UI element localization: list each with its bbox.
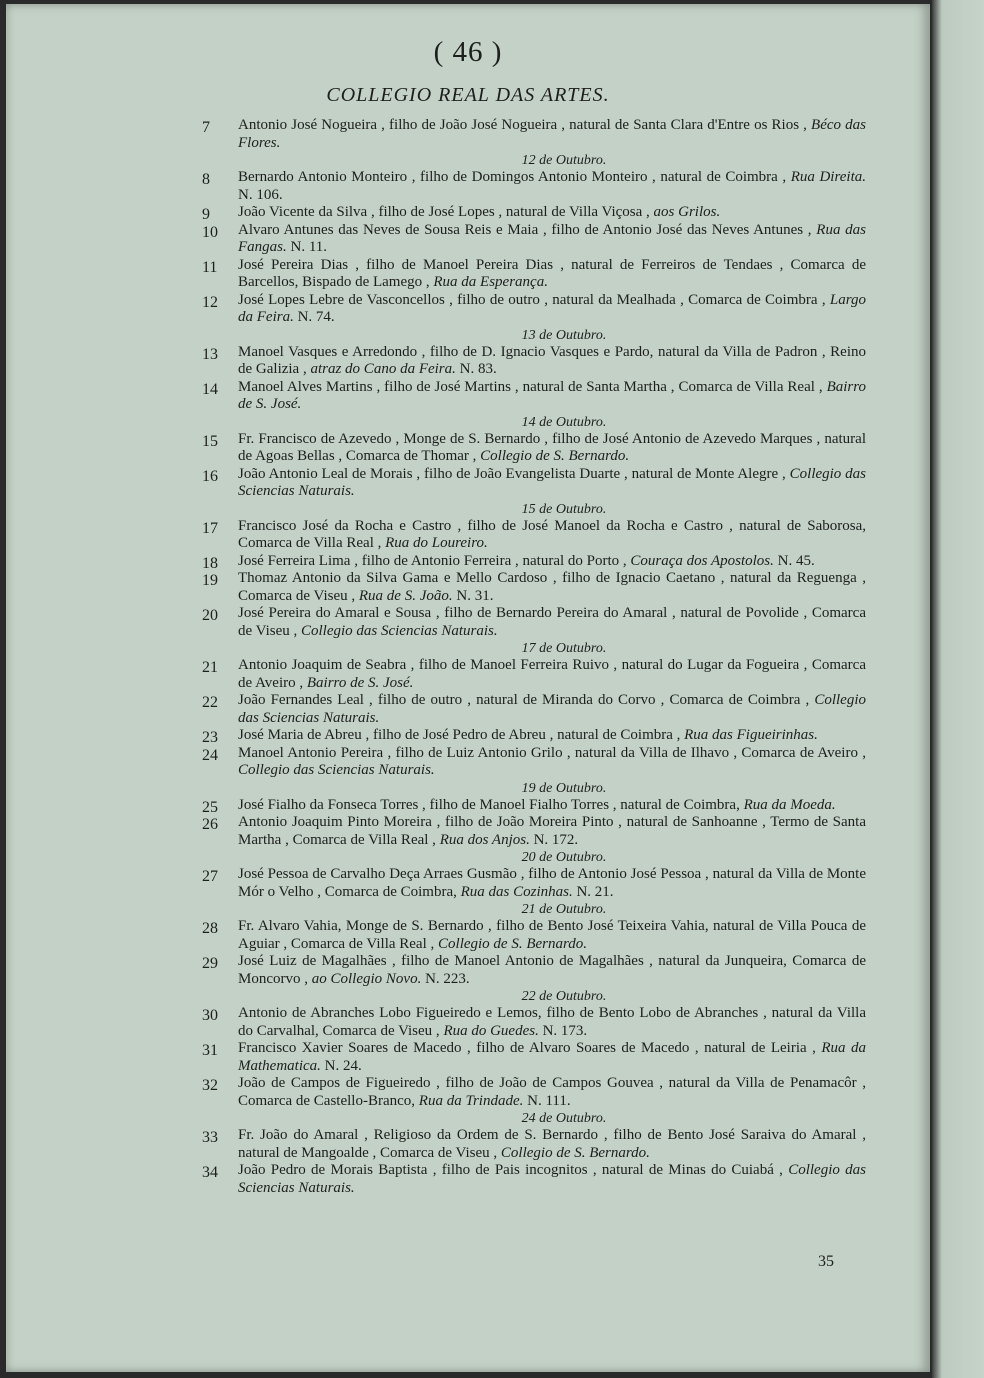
entry-number: 31 xyxy=(202,1042,218,1059)
student-entry xyxy=(202,727,866,745)
entry-number: 13 xyxy=(202,345,218,363)
entry-number: 20 xyxy=(202,607,218,624)
student-entry xyxy=(202,1005,866,1040)
entry-text: Fr. Francisco de Azevedo , Monge de S. Bernardo , filho de José Antonio de Azevedo Marques , natural de Agoas Bellas , Comarca de Thomar , xyxy=(238,430,866,464)
student-entry xyxy=(202,553,866,571)
entry-number: 29 xyxy=(202,955,218,972)
entry-address: Collegio de S. Bernardo. xyxy=(480,448,630,464)
entry-text: José Luiz de Magalhães , filho de Manoel Antonio de Magalhães , natural da Junqueira, Comarca de Moncorvo , xyxy=(238,953,866,987)
date-heading: 13 de Outubro. xyxy=(521,327,607,343)
adjacent-page-edge xyxy=(932,0,984,1378)
entry-text: João Pedro de Morais Baptista , filho de Pais incognitos , natural de Minas do Cuiabá , xyxy=(238,1162,783,1178)
page-number: ( 46 ) xyxy=(433,36,503,68)
student-entry xyxy=(202,657,866,692)
entry-address: Collegio das Sciencias Naturais. xyxy=(300,622,498,639)
entry-address: Rua do Loureiro. xyxy=(385,535,488,551)
entry-address: Rua das Fangas. xyxy=(238,221,867,255)
student-entry xyxy=(202,344,866,379)
page-heading: COLLEGIO REAL DAS ARTES. xyxy=(326,84,610,106)
entry-text: José Pessoa de Carvalho Deça Arraes Gusmão , filho de Antonio José Pessoa , natural da Villa de Monte Mór o Velho , Comarca de Coimbra, xyxy=(238,866,866,900)
entry-text: Manoel Antonio Pereira , filho de Luiz Antonio Grilo , natural da Villa de Ilhavo , Comarca de Aveiro , xyxy=(238,744,866,761)
student-entry xyxy=(202,692,866,727)
entry-house-number: N. 21. xyxy=(576,883,614,900)
entry-number: 22 xyxy=(202,694,218,711)
entry-address: Rua das Figueirinhas. xyxy=(684,727,818,743)
entry-address: Bairro de S. José. xyxy=(238,378,867,412)
date-heading: 12 de Outubro. xyxy=(521,153,607,168)
student-entry xyxy=(202,918,866,953)
entry-address: Rua das Cozinhas. xyxy=(460,883,573,900)
student-entry xyxy=(202,431,866,466)
date-heading: 15 de Outubro. xyxy=(521,501,607,517)
entry-number: 33 xyxy=(202,1129,218,1146)
entry-address: Largo da Feira. xyxy=(238,291,866,325)
entry-house-number: N. 111. xyxy=(527,1092,571,1109)
entry-address: Collegio das Sciencias Naturais. xyxy=(238,762,435,778)
entry-text: Bernardo Antonio Monteiro , filho de Domingos Antonio Monteiro , natural de Coimbra , xyxy=(238,169,787,185)
entry-number: 21 xyxy=(202,659,218,676)
entry-text: João Vicente da Silva , filho de José Lopes , natural de Villa Viçosa , xyxy=(238,204,650,220)
entry-number: 11 xyxy=(202,258,218,276)
entry-house-number: N. 74. xyxy=(297,309,335,325)
entry-house-number: N. 11. xyxy=(290,239,328,255)
entry-address: aos Grilos. xyxy=(653,204,721,220)
date-heading: 24 de Outubro. xyxy=(521,1111,607,1126)
student-entry xyxy=(202,570,866,605)
student-entry xyxy=(202,466,866,501)
entry-number: 16 xyxy=(202,467,218,485)
entry-number: 23 xyxy=(202,729,218,746)
entry-text: José Pereira Dias , filho de Manoel Pereira Dias , natural de Ferreiros de Tendaes , Comarca de Barcellos, Bispado de Lamego , xyxy=(238,256,866,290)
entry-text: Antonio Joaquim de Seabra , filho de Manoel Ferreira Ruivo , natural do Lugar da Fogueira , Comarca de Aveiro , xyxy=(238,657,866,691)
entry-text: José Fialho da Fonseca Torres , filho de Manoel Fialho Torres , natural de Coimbra, xyxy=(238,796,740,813)
entry-text: Manoel Vasques e Arredondo , filho de D. Ignacio Vasques e Pardo, natural da Villa de Padron , Reino de Galizia , xyxy=(238,343,866,377)
entry-number: 14 xyxy=(202,380,218,398)
entry-house-number: N. 31. xyxy=(456,587,494,604)
entry-number: 18 xyxy=(202,554,218,572)
entry-number: 12 xyxy=(202,293,218,311)
entry-house-number: N. 24. xyxy=(324,1057,362,1074)
entry-house-number: N. 45. xyxy=(777,552,815,569)
entry-number: 30 xyxy=(202,1007,218,1024)
entry-address: Rua da Esperança. xyxy=(433,274,548,290)
entry-text: João de Campos de Figueiredo , filho de João de Campos Gouvea , natural da Villa de Penamacôr , Comarca de Castello-Branco, xyxy=(238,1075,866,1109)
student-entry xyxy=(202,222,866,257)
entry-address: Rua dos Anjos. xyxy=(439,831,530,848)
entry-address: atraz do Cano da Feira. xyxy=(310,361,456,377)
entry-text: João Antonio Leal de Morais , filho de João Evangelista Duarte , natural de Monte Alegre , xyxy=(238,465,786,482)
entry-number: 34 xyxy=(202,1164,218,1181)
entry-text: José Lopes Lebre de Vasconcellos , filho de outro , natural da Mealhada , Comarca de Coimbra , xyxy=(238,291,826,308)
student-entry xyxy=(202,605,866,640)
entry-number: 28 xyxy=(202,920,218,937)
entry-text: José Ferreira Lima , filho de Antonio Ferreira , natural do Porto , xyxy=(238,552,627,569)
date-heading: 22 de Outubro. xyxy=(521,989,607,1004)
entry-text: Manoel Alves Martins , filho de José Martins , natural de Santa Martha , Comarca de Villa Real , xyxy=(238,378,823,395)
entry-address: Rua do Guedes. xyxy=(443,1022,539,1039)
entry-house-number: N. 106. xyxy=(238,186,283,203)
student-entry xyxy=(202,1075,866,1110)
gathering-signature: 35 xyxy=(818,1253,834,1270)
entry-address: Béco das Flores. xyxy=(238,117,866,151)
date-heading: 20 de Outubro. xyxy=(521,850,607,865)
student-entry xyxy=(202,518,866,553)
student-entry xyxy=(202,117,866,152)
student-entry xyxy=(202,953,866,988)
student-entry xyxy=(202,204,866,222)
entry-text: Fr. João do Amaral , Religioso da Ordem de S. Bernardo , filho de Bento José Saraiva do Amaral , natural de Mangoalde , Comarca de Viseu , xyxy=(238,1127,866,1161)
entry-house-number: N. 172. xyxy=(533,831,579,848)
date-heading: 21 de Outubro. xyxy=(521,902,607,917)
entry-house-number: N. 173. xyxy=(542,1022,588,1039)
student-entry xyxy=(202,1162,866,1197)
entry-address: Rua da Mathematica. xyxy=(238,1040,867,1074)
entry-address: Rua de S. João. xyxy=(358,587,453,604)
entry-text: Alvaro Antunes das Neves de Sousa Reis e Maia , filho de Antonio José das Neves Antunes , xyxy=(238,221,812,238)
student-entry xyxy=(202,169,866,204)
entry-number: 32 xyxy=(202,1077,218,1094)
student-entry xyxy=(202,866,866,901)
entry-address: Collegio de S. Bernardo. xyxy=(438,935,588,952)
student-entry xyxy=(202,1040,866,1075)
entry-address: Couraça dos Apostolos. xyxy=(630,552,774,569)
entry-text: José Pereira do Amaral e Sousa , filho de Bernardo Pereira do Amaral , natural de Povolide , Comarca de Viseu , xyxy=(238,605,866,639)
entry-text: Antonio de Abranches Lobo Figueiredo e Lemos, filho de Bento Lobo de Abranches , natural da Villa do Carvalhal, Comarca de Viseu , xyxy=(238,1005,866,1039)
student-entry xyxy=(202,1127,866,1162)
entry-address: Collegio das Sciencias Naturais. xyxy=(238,1162,866,1196)
entry-text: Francisco Xavier Soares de Macedo , filho de Alvaro Soares de Macedo , natural de Leiria , xyxy=(238,1040,816,1056)
entry-number: 25 xyxy=(202,798,218,816)
entry-address: Collegio das Sciencias Naturais. xyxy=(238,692,867,726)
date-heading: 19 de Outubro. xyxy=(521,780,607,796)
student-entry xyxy=(202,257,866,292)
book-page xyxy=(6,4,930,1372)
entry-number: 15 xyxy=(202,432,218,450)
student-entry xyxy=(202,379,866,414)
student-entry xyxy=(202,814,866,849)
entry-text: José Maria de Abreu , filho de José Pedro de Abreu , natural de Coimbra , xyxy=(238,727,681,743)
matriculation-list xyxy=(202,117,866,1197)
date-heading: 14 de Outubro. xyxy=(521,414,607,430)
entry-text: João Fernandes Leal , filho de outro , natural de Miranda do Corvo , Comarca de Coimbra , xyxy=(238,692,810,708)
date-heading: 17 de Outubro. xyxy=(521,641,607,656)
entry-number: 10 xyxy=(202,223,218,241)
entry-number: 24 xyxy=(202,746,218,764)
entry-house-number: N. 223. xyxy=(425,970,470,987)
entry-text: Antonio José Nogueira , filho de João José Nogueira , natural de Santa Clara d'Entre os Rios , xyxy=(238,117,807,133)
student-entry xyxy=(202,797,866,815)
entry-address: Collegio das Sciencias Naturais. xyxy=(238,465,866,499)
entry-text: Thomaz Antonio da Silva Gama e Mello Cardoso , filho de Ignacio Caetano , natural da Reguenga , Comarca de Viseu , xyxy=(238,570,866,604)
entry-number: 7 xyxy=(202,119,210,136)
entry-number: 26 xyxy=(202,816,218,833)
entry-number: 19 xyxy=(202,572,218,589)
entry-address: Rua da Trindade. xyxy=(418,1092,524,1109)
entry-number: 9 xyxy=(202,206,210,223)
entry-number: 17 xyxy=(202,519,218,537)
entry-text: Francisco José da Rocha e Castro , filho de José Manoel da Rocha e Castro , natural de Saborosa, Comarca de Villa Real , xyxy=(238,517,866,551)
entry-address: Collegio de S. Bernardo. xyxy=(500,1144,650,1161)
entry-address: Rua da Moeda. xyxy=(743,796,836,813)
entry-address: Rua Direita. xyxy=(790,169,866,185)
entry-text: Antonio Joaquim Pinto Moreira , filho de João Moreira Pinto , natural de Sanhoanne , Termo de Santa Martha , Comarca de Villa Real , xyxy=(238,814,866,848)
entry-address: ao Collegio Novo. xyxy=(311,970,422,987)
student-entry xyxy=(202,745,866,780)
entry-number: 8 xyxy=(202,171,210,188)
entry-number: 27 xyxy=(202,868,218,885)
entry-house-number: N. 83. xyxy=(459,361,497,377)
entry-address: Bairro de S. José. xyxy=(306,674,414,691)
entry-text: Fr. Alvaro Vahia, Monge de S. Bernardo , filho de Bento José Teixeira Vahia, natural de Villa Pouca de Aguiar , Comarca de Villa Real , xyxy=(238,918,866,952)
student-entry xyxy=(202,292,866,327)
